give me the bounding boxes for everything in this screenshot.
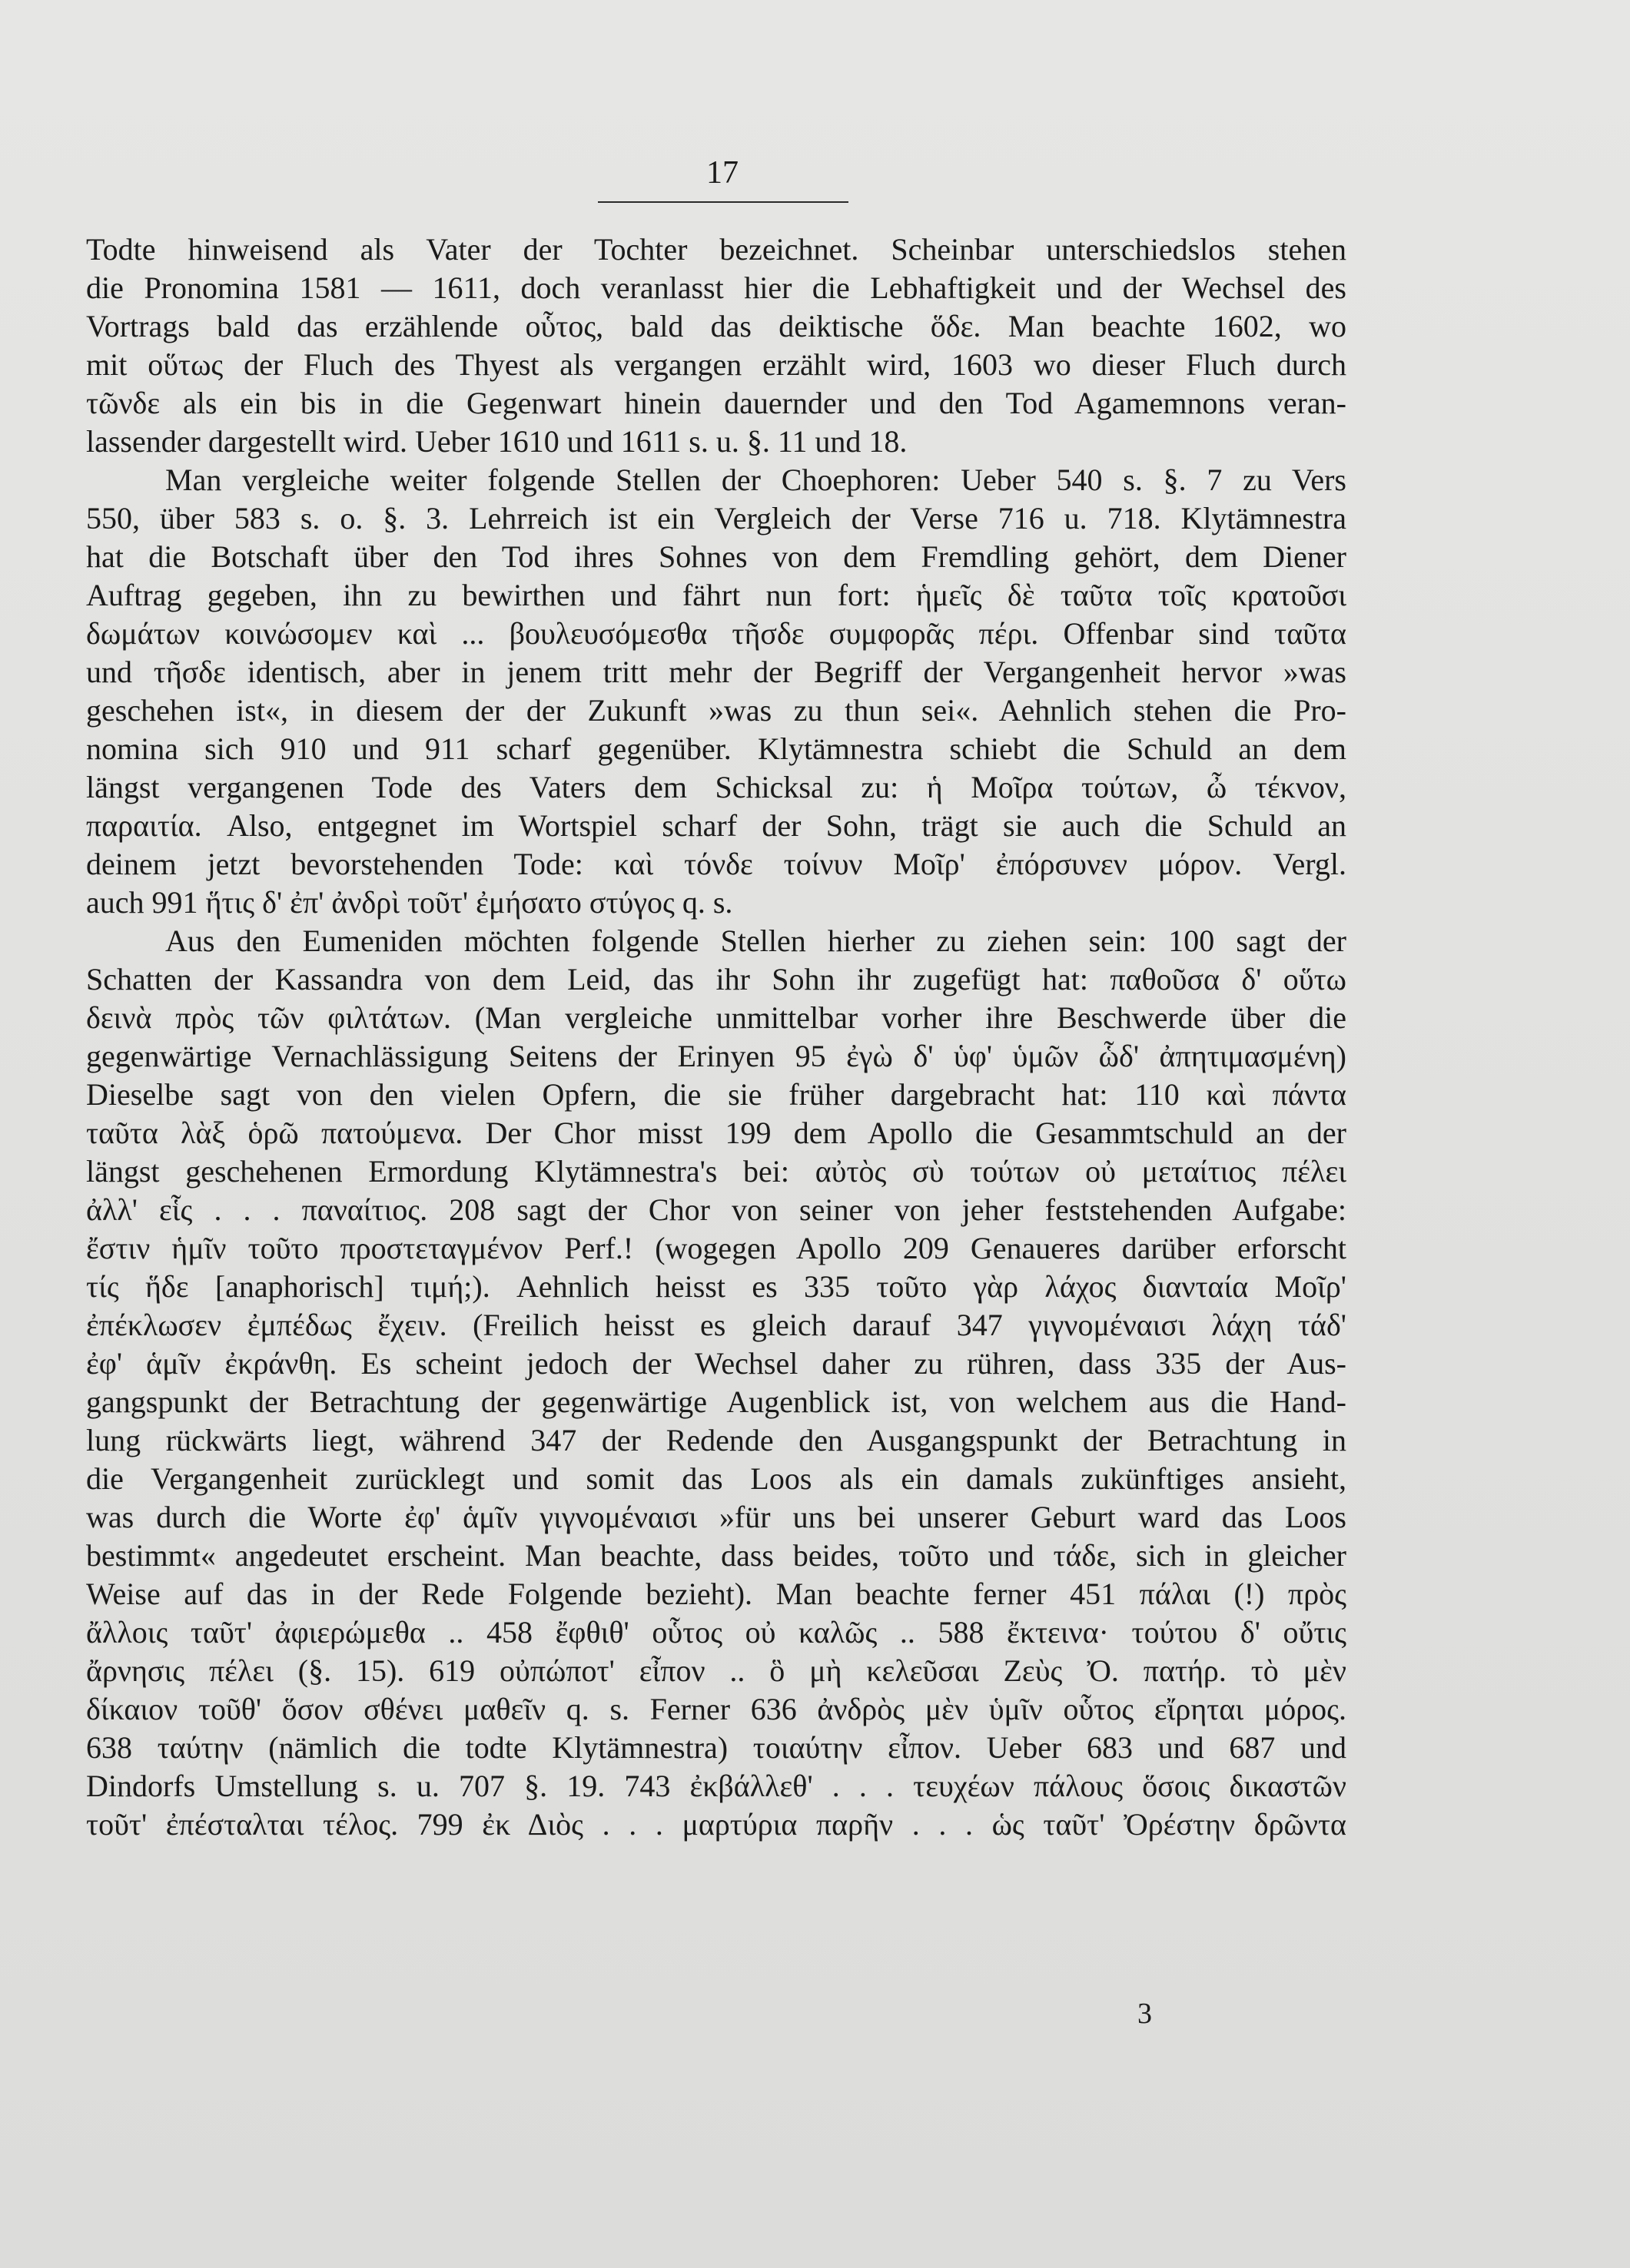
text-line: Weise auf das in der Rede Folgende bezieht). Man beachte ferner 451 πάλαι (!) πρὸς: [86, 1577, 1346, 1611]
text-line: die Pronomina 1581 — 1611, doch veranlasst hier die Lebhaftigkeit und der Wechsel des: [86, 270, 1346, 305]
text-line: 638 ταύτην (nämlich die todte Klytämnestra) τοιαύτην εἶπον. Ueber 683 und 687 und: [86, 1730, 1346, 1765]
text-line: geschehen ist«, in diesem der der Zukunft »was zu thun sei«. Aehnlich stehen die Pro-: [86, 693, 1346, 728]
text-line: τίς ἥδε [anaphorisch] τιμή;). Aehnlich heisst es 335 τοῦτο γὰρ λάχος διανταία Μοῖρ': [86, 1269, 1346, 1304]
text-line: deinem jetzt bevorstehenden Tode: καὶ τόνδε τοίνυν Μοῖρ' ἐπόρσυνεν μόρον. Vergl.: [86, 847, 1346, 881]
text-line: auch 991 ἥτις δ' ἐπ' ἀνδρὶ τοῦτ' ἐμήσατο στύγος q. s.: [86, 885, 733, 920]
header-rule: [598, 201, 848, 203]
text-line: längst vergangenen Tode des Vaters dem Schicksal zu: ἡ Μοῖρα τούτων, ὦ τέκνον,: [86, 770, 1346, 804]
text-line: ταῦτα λὰξ ὁρῶ πατούμενα. Der Chor misst 199 dem Apollo die Gesammtschuld an der: [86, 1116, 1346, 1150]
text-line: bestimmt« angedeutet erscheint. Man beachte, dass beides, τοῦτο und τάδε, sich in gleicher: [86, 1538, 1346, 1573]
text-line: nomina sich 910 und 911 scharf gegenüber. Klytämnestra schiebt die Schuld an dem: [86, 731, 1346, 766]
text-line: τῶνδε als ein bis in die Gegenwart hinein dauernder und den Tod Agamemnons veran-: [86, 386, 1346, 420]
text-line: die Vergangenheit zurücklegt und somit das Loos als ein damals zukünftiges ansieht,: [86, 1461, 1346, 1496]
text-line: παραιτία. Also, entgegnet im Wortspiel scharf der Sohn, trägt sie auch die Schuld an: [86, 808, 1346, 843]
text-line: hat die Botschaft über den Tod ihres Sohnes von dem Fremdling gehört, dem Diener: [86, 539, 1346, 574]
body-text: [86, 230, 1346, 1844]
text-line: δίκαιον τοῦθ' ὅσον σθένει μαθεῖν q. s. Ferner 636 ἀνδρὸς μὲν ὑμῖν οὗτος εἴρηται μόρος.: [86, 1692, 1346, 1726]
text-line: Todte hinweisend als Vater der Tochter bezeichnet. Scheinbar unterschiedslos stehen: [86, 232, 1346, 267]
text-line: Dindorfs Umstellung s. u. 707 §. 19. 743 ἐκβάλλεθ' . . . τευχέων πάλους ὅσοις δικαστῶν: [86, 1769, 1346, 1803]
text-line: ἔστιν ἡμῖν τοῦτο προστεταγμένον Perf.! (wogegen Apollo 209 Genaueres darüber erforscht: [86, 1231, 1346, 1265]
text-line: Dieselbe sagt von den vielen Opfern, die sie früher dargebracht hat: 110 καὶ πάντα: [86, 1077, 1346, 1112]
page-number: [0, 154, 1445, 192]
text-line: 550, über 583 s. o. §. 3. Lehrreich ist ein Vergleich der Verse 716 u. 718. Klytämnestra: [86, 501, 1346, 536]
text-line: lung rückwärts liegt, während 347 der Redende den Ausgangspunkt der Betrachtung in: [86, 1423, 1346, 1457]
text-line: Aus den Eumeniden möchten folgende Stellen hierher zu ziehen sein: 100 sagt der: [165, 923, 1346, 958]
text-line: gangspunkt der Betrachtung der gegenwärtige Augenblick ist, von welchem aus die Hand-: [86, 1384, 1346, 1419]
text-line: ἄλλοις ταῦτ' ἀφιερώμεθα .. 458 ἔφθιθ' οὗτος οὐ καλῶς .. 588 ἔκτεινα· τούτου δ' οὔτις: [86, 1615, 1346, 1650]
text-line: ἀλλ' εἷς . . . παναίτιος. 208 sagt der Chor von seiner von jeher feststehenden Aufgabe:: [86, 1192, 1346, 1227]
text-line: lassender dargestellt wird. Ueber 1610 und 1611 s. u. §. 11 und 18.: [86, 424, 908, 459]
text-line: ἐπέκλωσεν ἐμπέδως ἔχειν. (Freilich heisst es gleich darauf 347 γιγνομέναισι λάχη τάδ': [86, 1308, 1346, 1342]
text-line: τοῦτ' ἐπέσταλται τέλος. 799 ἐκ Διὸς . . . μαρτύρια παρῆν . . . ὡς ταῦτ' Ὀρέστην δρῶντα: [86, 1807, 1346, 1842]
signature-mark: 3: [1137, 1998, 1152, 2030]
text-line: längst geschehenen Ermordung Klytämnestra's bei: αὐτὸς σὺ τούτων οὐ μεταίτιος πέλει: [86, 1154, 1346, 1189]
text-line: Auftrag gegeben, ihn zu bewirthen und fährt nun fort: ἡμεῖς δὲ ταῦτα τοῖς κρατοῦσι: [86, 578, 1346, 612]
text-line: ἄρνησις πέλει (§. 15). 619 οὐπώποτ' εἶπον .. ὃ μὴ κελεῦσαι Ζεὺς Ὀ. πατήρ. τὸ μὲν: [86, 1653, 1346, 1688]
text-line: Vortrags bald das erzählende οὗτος, bald das deiktische ὅδε. Man beachte 1602, wo: [86, 309, 1346, 343]
text-line: was durch die Worte ἐφ' ἁμῖν γιγνομέναισι »für uns bei unserer Geburt ward das Loos: [86, 1500, 1346, 1534]
text-line: δεινὰ πρὸς τῶν φιλτάτων. (Man vergleiche unmittelbar vorher ihre Beschwerde über die: [86, 1000, 1346, 1035]
text-line: Man vergleiche weiter folgende Stellen der Choephoren: Ueber 540 s. §. 7 zu Vers: [165, 463, 1346, 497]
text-line: mit οὕτως der Fluch des Thyest als vergangen erzählt wird, 1603 wo dieser Fluch durch: [86, 347, 1346, 382]
page-number-text: 17: [706, 155, 739, 191]
text-line: ἐφ' ἁμῖν ἐκράνθη. Es scheint jedoch der Wechsel daher zu rühren, dass 335 der Aus-: [86, 1346, 1346, 1381]
text-line: und τῆσδε identisch, aber in jenem tritt mehr der Begriff der Vergangenheit hervor »was: [86, 655, 1346, 689]
text-line: δωμάτων κοινώσομεν καὶ ... βουλευσόμεσθα τῆσδε συμφορᾶς πέρι. Offenbar sind ταῦτα: [86, 616, 1346, 651]
text-line: gegenwärtige Vernachlässigung Seitens der Erinyen 95 ἐγὼ δ' ὑφ' ὑμῶν ὧδ' ἀπητιμασμένη): [86, 1039, 1346, 1073]
text-line: Schatten der Kassandra von dem Leid, das ihr Sohn ihr zugefügt hat: παθοῦσα δ' οὕτω: [86, 962, 1346, 996]
